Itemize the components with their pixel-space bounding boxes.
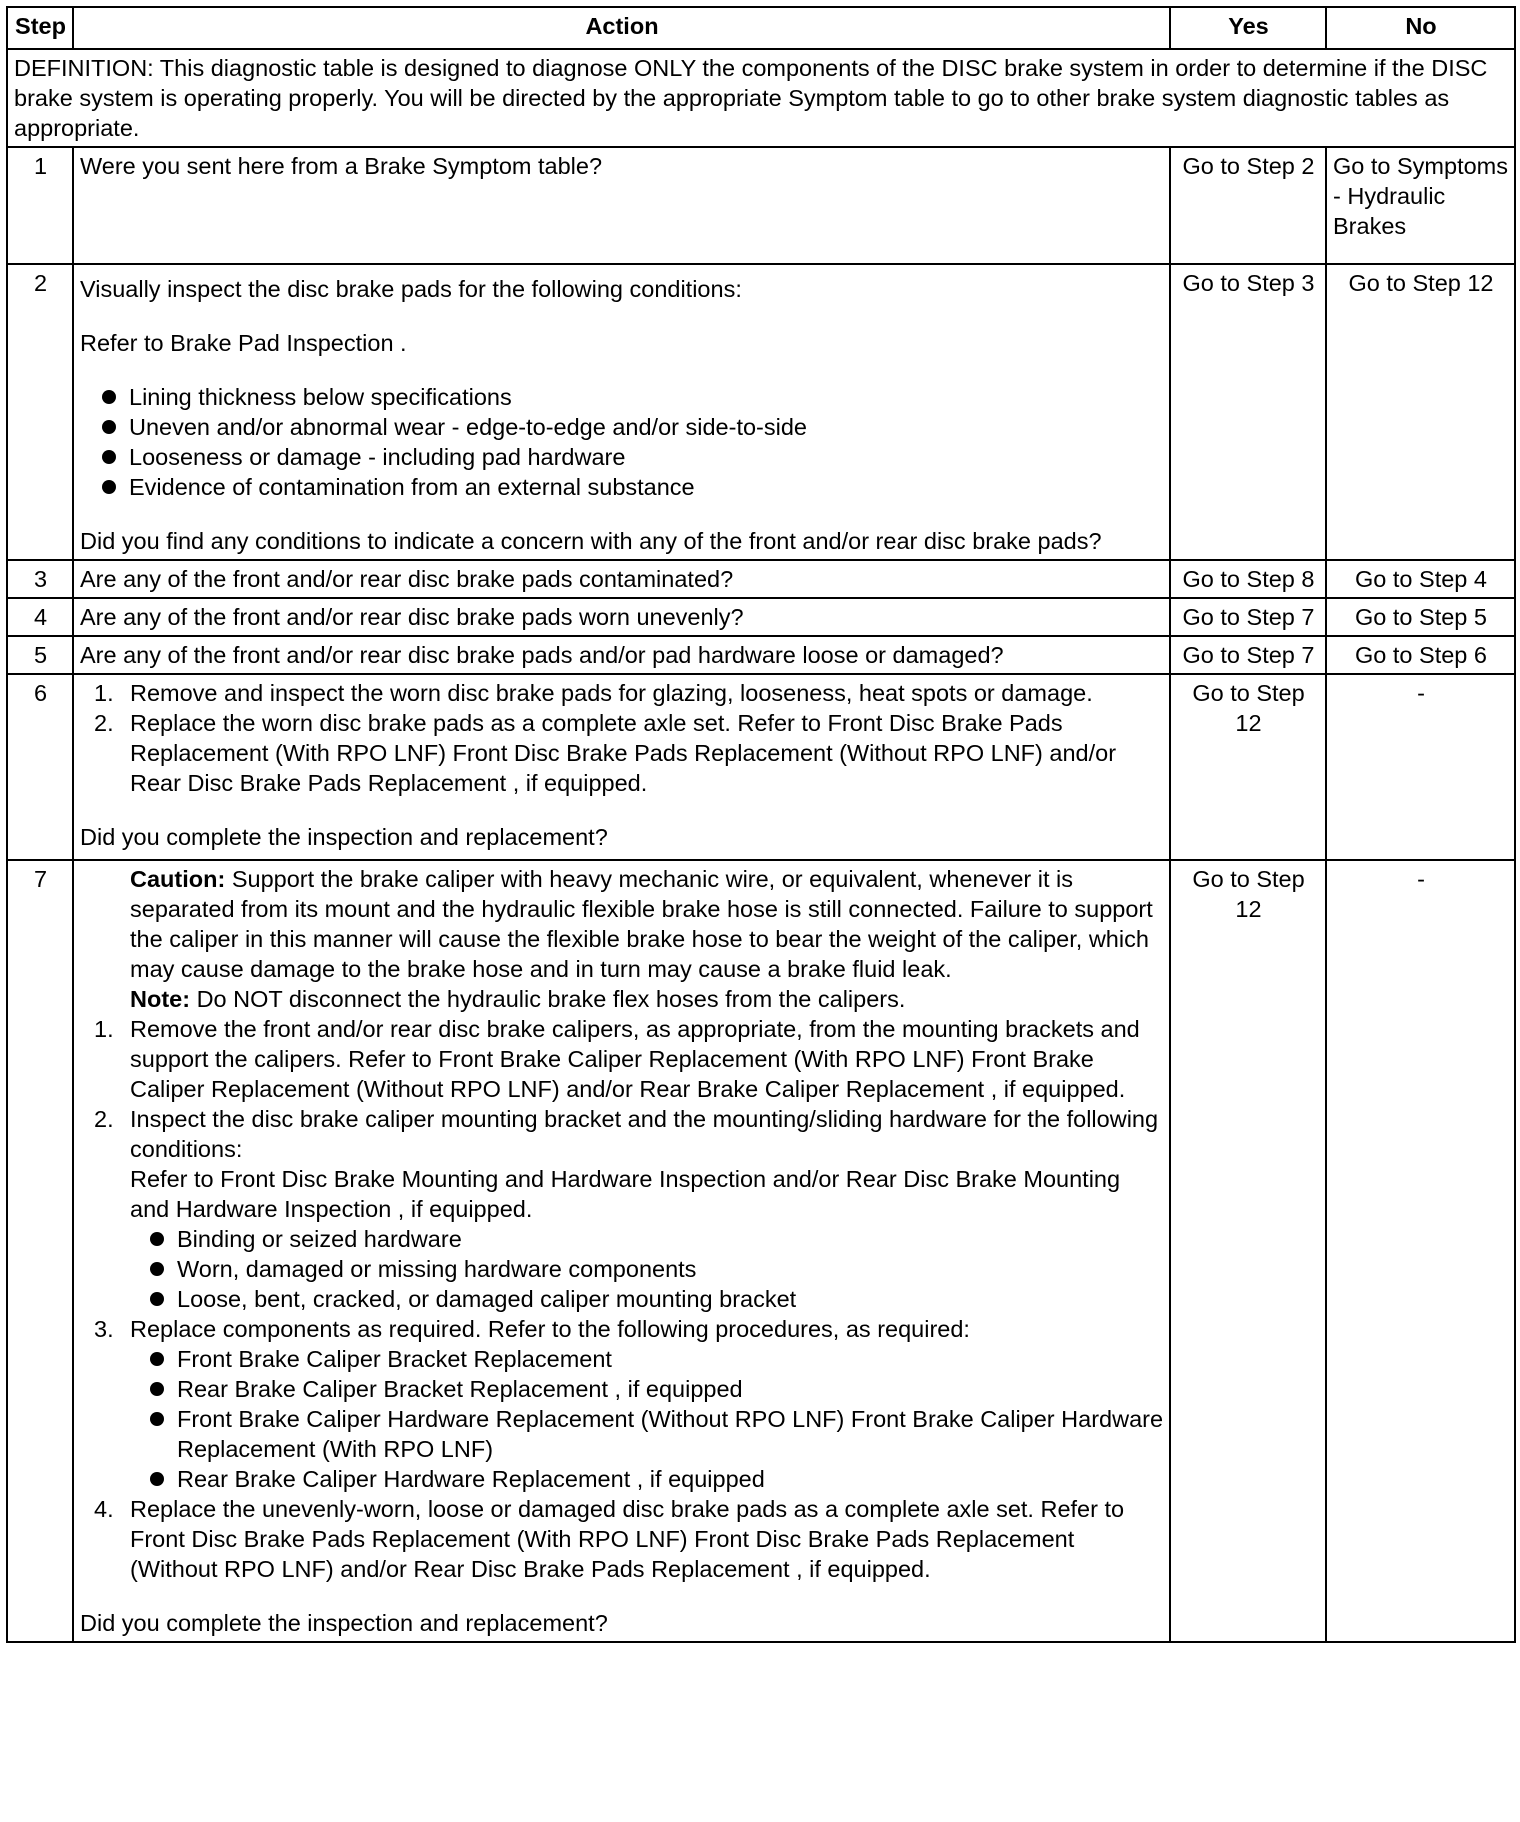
caution-label: Caution: xyxy=(130,866,226,892)
list-item: Worn, damaged or missing hardware components xyxy=(150,1254,1164,1284)
step-number: 4 xyxy=(7,598,73,636)
list-item: Front Brake Caliper Bracket Replacement xyxy=(150,1344,1164,1374)
no-result: - xyxy=(1326,674,1515,860)
no-result: - xyxy=(1326,860,1515,1642)
header-action: Action xyxy=(73,7,1170,49)
no-result: Go to Step 4 xyxy=(1326,560,1515,598)
table-row-step-2 xyxy=(7,264,1515,560)
procedure-list xyxy=(80,678,1164,798)
list-item: Front Brake Caliper Hardware Replacement (Without RPO LNF) Front Brake Caliper Hardware Replacement (With RPO LNF) xyxy=(150,1404,1164,1464)
table-row-step-4 xyxy=(7,598,1515,636)
step-action xyxy=(73,860,1170,1642)
list-item: Binding or seized hardware xyxy=(150,1224,1164,1254)
header-step: Step xyxy=(7,7,73,49)
list-item: Lining thickness below specifications xyxy=(102,382,1164,412)
list-item: Rear Brake Caliper Hardware Replacement , if equipped xyxy=(150,1464,1164,1494)
step-number: 6 xyxy=(7,674,73,860)
list-item: 1. Remove and inspect the worn disc brake pads for glazing, looseness, heat spots or damage. xyxy=(94,680,1093,706)
procedure-list xyxy=(80,1014,1164,1584)
header-yes: Yes xyxy=(1170,7,1326,49)
step-action: Were you sent here from a Brake Symptom table? xyxy=(73,147,1170,264)
action-refer: Refer to Brake Pad Inspection . xyxy=(80,330,407,356)
table-row-step-3 xyxy=(7,560,1515,598)
step-action: Are any of the front and/or rear disc brake pads and/or pad hardware loose or damaged? xyxy=(73,636,1170,674)
step-number: 2 xyxy=(7,264,73,560)
yes-result: Go to Step 7 xyxy=(1170,636,1326,674)
no-result: Go to Step 6 xyxy=(1326,636,1515,674)
no-result: Go to Step 12 xyxy=(1326,264,1515,560)
note-text: Do NOT disconnect the hydraulic brake flex hoses from the calipers. xyxy=(196,986,906,1012)
no-result: Go to Symptoms - Hydraulic Brakes xyxy=(1326,147,1515,264)
yes-result: Go to Step 8 xyxy=(1170,560,1326,598)
list-item: Looseness or damage - including pad hardware xyxy=(102,442,1164,472)
no-result: Go to Step 5 xyxy=(1326,598,1515,636)
list-item: 4. Replace the unevenly-worn, loose or damaged disc brake pads as a complete axle set. Refer to Front Disc Brake Pads Replacement (With RPO LNF) Front Disc Brake Pads Replacement (Without RPO LNF) and/or Rear Disc Brake Pads Replacement , if equipped. xyxy=(94,1496,1125,1582)
step-action xyxy=(73,264,1170,560)
yes-result: Go to Step 12 xyxy=(1170,860,1326,1642)
caution-block xyxy=(80,864,1164,984)
definition-row xyxy=(7,49,1515,147)
item-refer: Refer to Front Disc Brake Mounting and Hardware Inspection and/or Rear Disc Brake Mounting and Hardware Inspection , if equipped. xyxy=(130,1166,1121,1222)
action-question: Did you complete the inspection and replacement? xyxy=(80,824,608,850)
condition-list xyxy=(130,1224,1164,1314)
note-block xyxy=(80,984,1164,1014)
step-number: 5 xyxy=(7,636,73,674)
table-row-step-6 xyxy=(7,674,1515,860)
note-label: Note: xyxy=(130,986,191,1012)
list-item: Evidence of contamination from an external substance xyxy=(102,472,1164,502)
list-item: 2. Replace the worn disc brake pads as a complete axle set. Refer to Front Disc Brake Pads Replacement (With RPO LNF) Front Disc Brake Pads Replacement (Without RPO LNF) and/or Rear Disc Brake Pads Replacement , if equipped. xyxy=(94,710,1117,796)
list-item: 3. Replace components as required. Refer to the following procedures, as required: Front Brake Caliper Bracket Replacement Rear Brake Caliper Bracket Replacement , if equipped Front Brake Caliper Hardware Replacement (Without RPO LNF) Front Brake Caliper Hardware Replacement (With RPO LNF) Rear Brake Caliper Hardware Replacement , if equipped xyxy=(94,1316,1164,1492)
step-number: 7 xyxy=(7,860,73,1642)
yes-result: Go to Step 3 xyxy=(1170,264,1326,560)
step-number: 1 xyxy=(7,147,73,264)
definition-text: DEFINITION: This diagnostic table is designed to diagnose ONLY the components of the DISC brake system in order to determine if the DISC brake system is operating properly. You will be directed by the appropriate Symptom table to go to other brake system diagnostic tables as appropriate. xyxy=(7,49,1515,147)
yes-result: Go to Step 12 xyxy=(1170,674,1326,860)
step-action: Are any of the front and/or rear disc brake pads contaminated? xyxy=(73,560,1170,598)
step-number: 3 xyxy=(7,560,73,598)
step-action xyxy=(73,674,1170,860)
yes-result: Go to Step 2 xyxy=(1170,147,1326,264)
header-row xyxy=(7,7,1515,49)
list-item: Loose, bent, cracked, or damaged caliper mounting bracket xyxy=(150,1284,1164,1314)
table-row-step-5 xyxy=(7,636,1515,674)
step-action: Are any of the front and/or rear disc brake pads worn unevenly? xyxy=(73,598,1170,636)
action-question: Did you find any conditions to indicate a concern with any of the front and/or rear disc brake pads? xyxy=(80,528,1102,554)
table-row-step-1 xyxy=(7,147,1515,264)
procedure-links-list xyxy=(130,1344,1164,1494)
diagnostic-table xyxy=(6,6,1516,1643)
header-no: No xyxy=(1326,7,1515,49)
yes-result: Go to Step 7 xyxy=(1170,598,1326,636)
action-question: Did you complete the inspection and replacement? xyxy=(80,1610,608,1636)
condition-list xyxy=(80,382,1164,502)
list-item: Uneven and/or abnormal wear - edge-to-edge and/or side-to-side xyxy=(102,412,1164,442)
list-item: Rear Brake Caliper Bracket Replacement , if equipped xyxy=(150,1374,1164,1404)
table-row-step-7 xyxy=(7,860,1515,1642)
list-item: 1. Remove the front and/or rear disc brake calipers, as appropriate, from the mounting brackets and support the calipers. Refer to Front Brake Caliper Replacement (With RPO LNF) Front Brake Caliper Replacement (Without RPO LNF) and/or Rear Brake Caliper Replacement , if equipped. xyxy=(94,1016,1140,1102)
list-item: 2. Inspect the disc brake caliper mounting bracket and the mounting/sliding hardware for the following conditions: Refer to Front Disc Brake Mounting and Hardware Inspection and/or Rear Disc Brake Mounting and Hardware Inspection , if equipped. Binding or seized hardware Worn, damaged or missing hardware components Loose, bent, cracked, or damaged caliper mounting bracket xyxy=(90,1104,1164,1314)
caution-text: Support the brake caliper with heavy mechanic wire, or equivalent, whenever it is separated from its mount and the hydraulic flexible brake hose is still connected. Failure to support the caliper in this manner will cause the flexible brake hose to bear the weight of the caliper, which may cause damage to the brake hose and in turn may cause a brake fluid leak. xyxy=(130,866,1153,982)
action-intro: Visually inspect the disc brake pads for the following conditions: xyxy=(80,276,742,302)
